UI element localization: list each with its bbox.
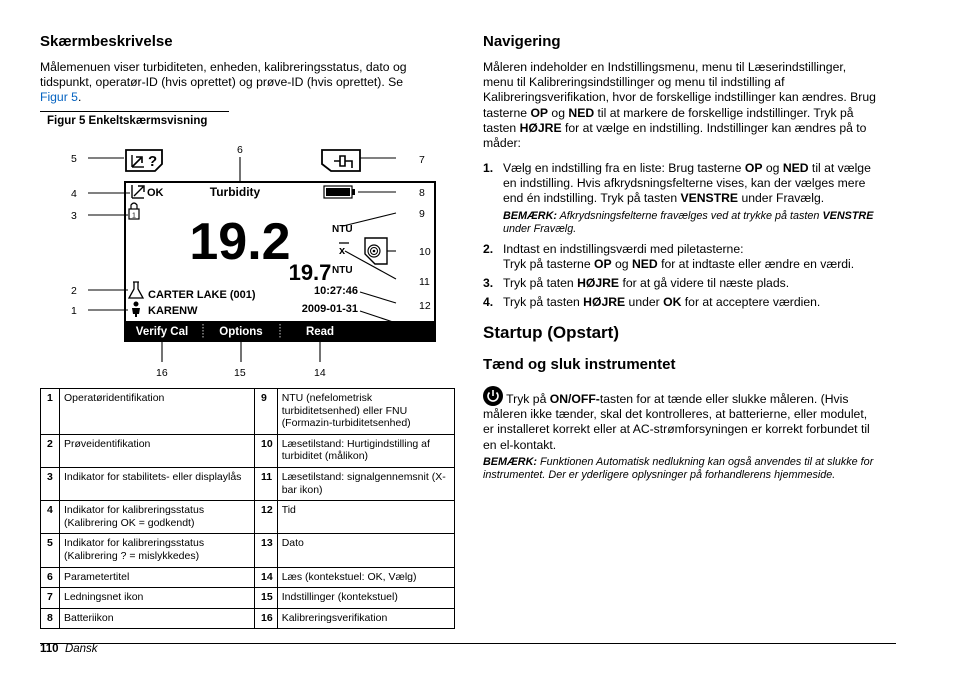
main-reading: 19.2 [189,213,291,271]
average-unit: NTU [332,265,353,276]
ok-label: OK [147,187,164,199]
operator-id: KARENW [148,305,198,317]
legend-text: Prøveidentifikation [60,434,255,467]
legend-row [41,608,455,629]
sample-id: CARTER LAKE (001) [148,289,256,301]
softkey-options: Options [219,326,263,338]
callout-12: 12 [419,300,431,312]
legend-number: 4 [41,501,60,534]
intro-paragraph [40,60,440,106]
callout-1: 1 [71,305,77,317]
legend-text: Indikator for stabilitets- eller displaylås [60,467,255,500]
legend-row [41,389,455,435]
subheading-power: Tænd og sluk instrumentet [483,356,676,373]
callout-2: 2 [71,285,77,297]
legend-text: Læsetilstand: Hurtigindstilling af turbiditet (målikon) [277,434,454,467]
callout-16: 16 [156,367,168,379]
legend-text: Operatøridentifikation [60,389,255,435]
legend-number: 8 [41,608,60,629]
callout-11: 11 [419,276,430,288]
legend-number: 5 [41,534,60,567]
legend-number: 15 [255,588,278,609]
legend-number: 6 [41,567,60,588]
intro-line-2: tidspunkt, operatør-ID (hvis oprettet) og prøve-ID (hvis oprettet). Se [40,75,404,90]
power-paragraph: Tryk på ON/OFF-tasten for at tænde eller slukke måleren. (Hvis måleren ikke tænder, skal det kontrolleres, at batterierne, eller modulet, er installeret korrekt eller at AC-strømforsyningen er korrekt forbundet til en el-kontakt. BEMÆRK: Funktionen Automatisk nedlukning kan også anvendes til at slukke for instrumentet. Der er yderligere oplysninger på forhandlerens hjemmeside. [483,386,903,482]
softkey-verify-cal: Verify Cal [135,326,189,338]
display-figure [40,140,460,380]
callout-5: 5 [71,153,77,165]
footer [40,643,98,655]
legend-number: 7 [41,588,60,609]
note-1: BEMÆRK: Afkrydsningsfelterne fravælges ved at trykke på tasten VENSTRE under Fravælg. [503,209,874,235]
page-number: 110 [40,643,59,655]
legend-number: 12 [255,501,278,534]
svg-text:?: ? [148,153,158,170]
legend-text: Læs (kontekstuel: OK, Vælg) [277,567,454,588]
time: 10:27:46 [313,285,358,297]
svg-text:1: 1 [132,212,136,220]
note-2: BEMÆRK: Funktionen Automatisk nedlukning kan også anvendes til at slukke for instrumentet. Der er yderligere oplysninger på forhandlerens hjemmeside. [483,455,874,481]
power-cord-icon [322,150,360,171]
softkey-read: Read [305,326,335,338]
callout-4: 4 [71,188,77,200]
callout-13: 13 [419,319,431,331]
legend-number: 14 [255,567,278,588]
intro-end: . [77,90,82,105]
legend-text: Indstillinger (kontekstuel) [277,588,454,609]
legend-number: 3 [41,467,60,500]
callout-14: 14 [314,367,326,379]
step-2: 2. Indtast en indstillingsværdi med piletasterne: Tryk på tasterne OP og NED for at indtaste eller ændre en værdi. [483,241,855,271]
caption-rule [40,111,229,112]
legend-table [40,388,455,629]
legend-row [41,467,455,500]
legend-row [41,434,455,467]
legend-text: Kalibreringsverifikation [277,608,454,629]
legend-number: 11 [255,467,278,500]
footer-rule [40,643,896,644]
figure-caption: Figur 5 Enkeltskærmsvisning [47,115,208,127]
legend-number: 2 [41,434,60,467]
navigation-paragraph [483,60,903,151]
callout-8: 8 [419,187,425,199]
main-unit: NTU [332,224,353,235]
legend-text: Ledningsnet ikon [60,588,255,609]
legend-number: 13 [255,534,278,567]
callout-15: 15 [234,367,246,379]
callout-9: 9 [419,208,425,220]
legend-row [41,501,455,534]
legend-number: 1 [41,389,60,435]
legend-text: Indikator for kalibreringsstatus (Kalibrering OK = godkendt) [60,501,255,534]
step-3: 3. Tryk på taten HØJRE for at gå videre til næste plads. [483,276,790,291]
figure-link[interactable]: Figur 5 [40,90,78,105]
legend-row [41,588,455,609]
legend-row [41,567,455,588]
legend-row [41,534,455,567]
legend-text: Dato [277,534,454,567]
step-1: 1. Vælg en indstilling fra en liste: Brug tasterne OP og NED til at vælge en indstilling. Hvis afkrydsningsfelterne vises, kan der vælges mere end én indstilling. Tryk på tasten VENSTRE under Fravælg. BEMÆRK: Afkrydsningsfelterne fravælges ved at trykke på tasten VENSTRE under Fravælg. [483,161,874,235]
steps-list [483,161,903,310]
callout-3: 3 [71,210,77,222]
nav-line-4: tasterne OP og NED til at markere de forskellige indstillinger. Tryk på [483,105,854,120]
legend-text: NTU (nefelometrisk turbiditetsenhed) eller FNU (Formazin-turbiditetsenhed) [277,389,454,435]
nav-line-1: Måleren indeholder en Indstillingsmenu, menu til Læserindstillinger, [483,60,847,74]
legend-number: 16 [255,608,278,629]
parameter-title: Turbidity [209,185,261,199]
footer-language: Dansk [64,643,98,655]
legend-text: Tid [277,501,454,534]
power-icon [483,386,503,406]
nav-line-3: Kalibreringsverifikation, hvor de forskellige indstillinger kan ændres. Brug [483,90,876,105]
legend-number: 9 [255,389,278,435]
section-heading-screen-description: Skærmbeskrivelse [40,33,173,50]
legend-text: Læsetilstand: signalgennemsnit (X-bar ikon) [277,467,454,500]
date: 2009-01-31 [301,303,358,315]
nav-line-2: menu til Kalibreringsindstillinger og menu til indstilling af [483,75,785,90]
legend-text: Indikator for kalibreringsstatus (Kalibrering ? = mislykkedes) [60,534,255,567]
legend-text: Parametertitel [60,567,255,588]
legend-number: 10 [255,434,278,467]
callout-6: 6 [237,144,243,156]
intro-line-1: Målemenuen viser turbiditeten, enheden, kalibreringsstatus, dato og [40,60,407,74]
nav-line-6: måder: [483,136,521,151]
calibration-failed-icon [126,150,162,171]
section-heading-navigation: Navigering [483,33,561,50]
callout-7: 7 [419,154,425,166]
svg-text:x: x [339,245,346,257]
average-reading: 19.7 [288,260,332,285]
nav-line-5: tasten HØJRE for at vælge en indstilling. Indstillinger kan ændres på to [483,120,867,135]
legend-text: Batteriikon [60,608,255,629]
step-4: 4. Tryk på tasten HØJRE under OK for at acceptere værdien. [483,295,821,310]
section-heading-startup: Startup (Opstart) [483,323,619,342]
callout-10: 10 [419,246,431,258]
